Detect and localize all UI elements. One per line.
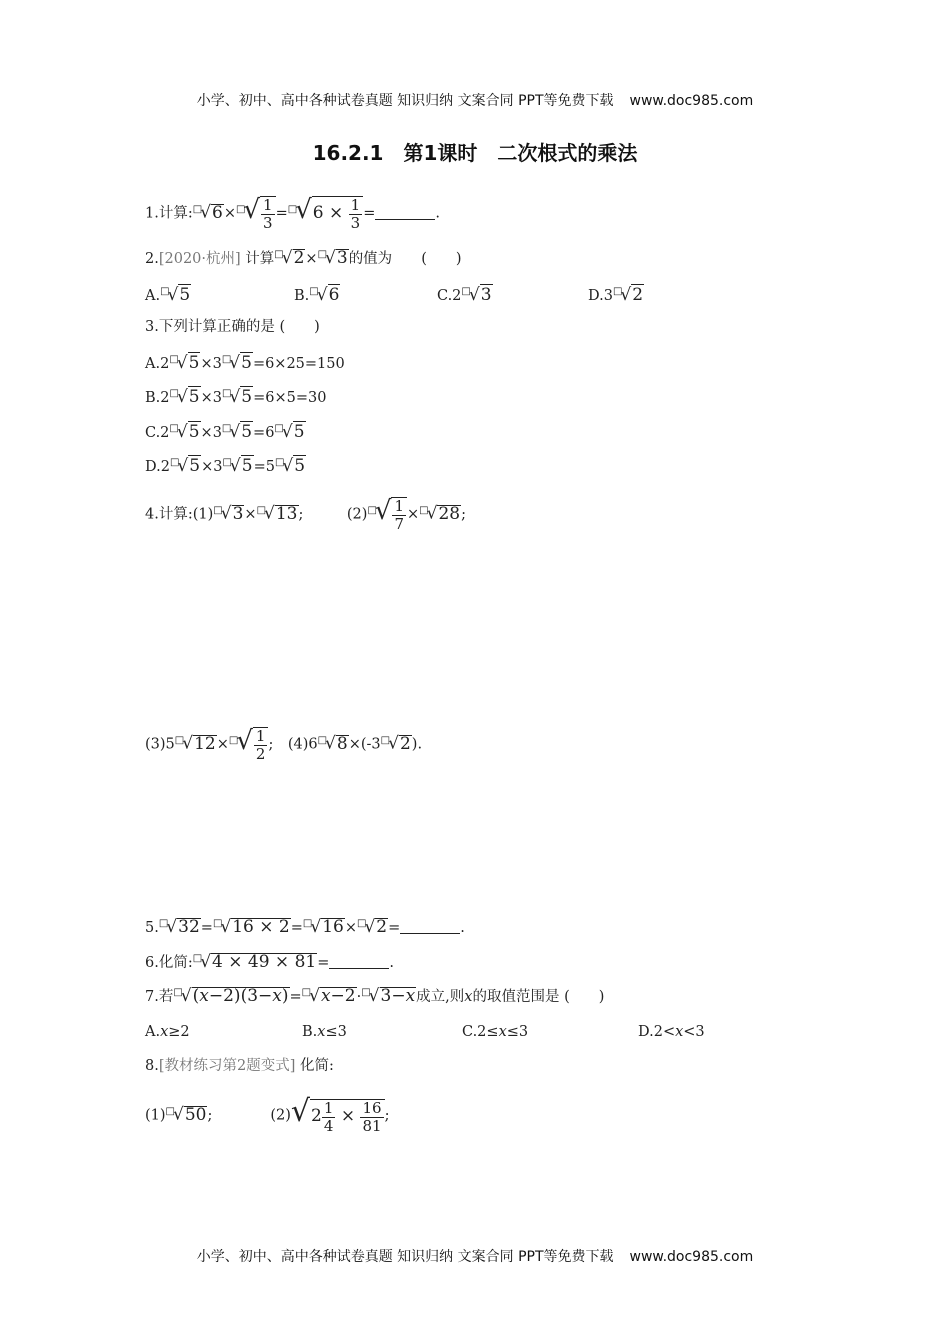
question-8-parts: (1)□√50; (2)√2 $\frac{1}{4}$ × $\frac{16}{81}$ ; bbox=[145, 1094, 390, 1135]
answer-paren[interactable]: ( ) bbox=[279, 319, 320, 335]
header-text: 小学、初中、高中各种试卷真题 知识归纳 文案合同 PPT等免费下载 bbox=[196, 93, 614, 109]
question-5: 5.□√32=□√16 × 2=□√16×□√2= . bbox=[145, 917, 465, 937]
q7-option-c[interactable]: C.2≤x≤3 bbox=[462, 1024, 529, 1040]
q8-source: [教材练习第2题变式] bbox=[158, 1058, 296, 1074]
q3-option-c[interactable]: C.2□√5×3□√5=6□√5 bbox=[145, 422, 305, 442]
question-1: 1.计算:□√6×□√ $\frac{1}{3}$ =□√6 × $\frac{1}{3}$ = . bbox=[145, 195, 440, 232]
header-site[interactable]: www.doc985.com bbox=[629, 93, 754, 109]
answer-blank[interactable] bbox=[375, 219, 435, 220]
question-3: 3.下列计算正确的是 ( ) bbox=[145, 319, 320, 335]
page-title: 16.2.1 第1课时 二次根式的乘法 bbox=[312, 141, 638, 165]
q2-option-b[interactable]: B.□√6 bbox=[294, 285, 340, 305]
q7-option-a[interactable]: A.x≥2 bbox=[145, 1024, 190, 1040]
footer-site[interactable]: www.doc985.com bbox=[629, 1249, 754, 1265]
q3-option-d[interactable]: D.2□√5×3□√5=5□√5 bbox=[145, 456, 306, 476]
question-8: 8.[教材练习第2题变式] 化简: bbox=[145, 1058, 334, 1074]
question-6: 6.化简:□√4 × 49 × 81= . bbox=[145, 952, 394, 972]
q7-option-d[interactable]: D.2<x<3 bbox=[638, 1024, 705, 1040]
answer-paren[interactable]: ( ) bbox=[421, 251, 462, 267]
footer-text: 小学、初中、高中各种试卷真题 知识归纳 文案合同 PPT等免费下载 bbox=[196, 1249, 614, 1265]
q7-option-b[interactable]: B.x≤3 bbox=[302, 1024, 347, 1040]
q2-option-a[interactable]: A.□√5 bbox=[145, 285, 191, 305]
q2-option-d[interactable]: D.3□√2 bbox=[588, 285, 644, 305]
page-header-top bbox=[0, 90, 950, 110]
page-header-bottom bbox=[0, 1246, 950, 1266]
q2-option-c[interactable]: C.2□√3 bbox=[437, 285, 492, 305]
q3-option-a[interactable]: A.2□√5×3□√5=6×25=150 bbox=[145, 353, 345, 373]
q2-source: [2020·杭州] bbox=[158, 251, 241, 267]
question-2: 2.[2020·杭州] 计算□√2×□√3的值为 ( ) bbox=[145, 248, 462, 268]
question-7: 7.若□√(x−2)(3−x)=□√x−2·□√3−x成立,则x的取值范围是 ( ) bbox=[145, 986, 605, 1006]
q1-prefix: 1.计算: bbox=[145, 205, 193, 222]
answer-blank[interactable] bbox=[400, 933, 460, 934]
answer-blank[interactable] bbox=[329, 968, 389, 969]
q3-option-b[interactable]: B.2□√5×3□√5=6×5=30 bbox=[145, 387, 327, 407]
question-4-part-2: (3)5□√12×□√ $\frac{1}{2}$ ; (4)6□√8×(-3□√2). bbox=[145, 726, 423, 763]
answer-paren[interactable]: ( ) bbox=[564, 989, 605, 1005]
question-4: 4.计算:(1)□√3×□√13; (2)□√ $\frac{1}{7}$ ×□√28; bbox=[145, 496, 466, 533]
